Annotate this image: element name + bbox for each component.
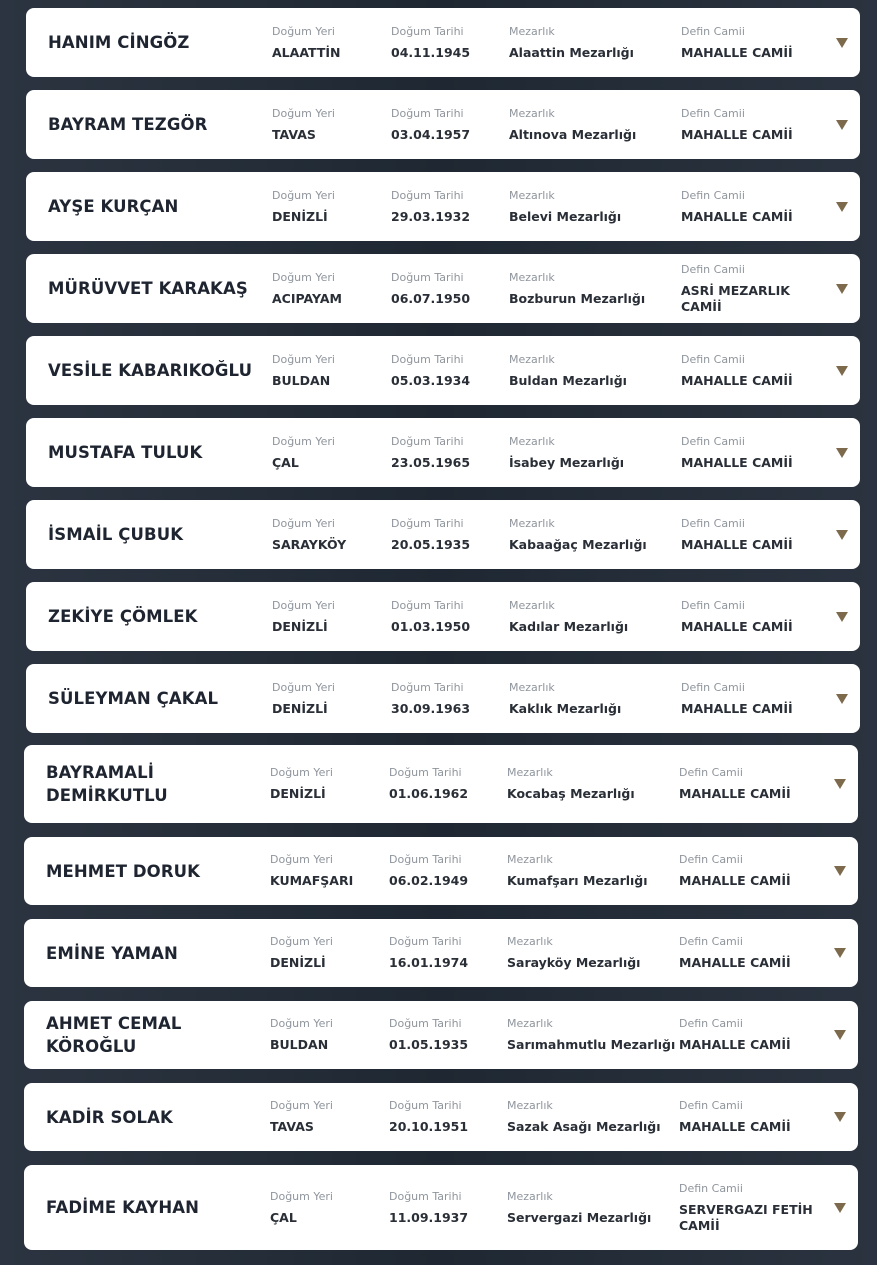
- birthdate-field: [391, 664, 470, 733]
- cemetery-field: [509, 582, 628, 651]
- mosque-value: MAHALLE CAMİİ: [681, 454, 793, 470]
- mosque-label: Defin Camii: [679, 766, 743, 779]
- cemetery-field: [507, 1165, 651, 1250]
- chevron-down-icon[interactable]: [836, 694, 848, 704]
- birthdate-value: 05.03.1934: [391, 372, 471, 388]
- deceased-name: AYŞE KURÇAN: [48, 197, 179, 216]
- mosque-label: Defin Camii: [681, 516, 745, 530]
- record-card[interactable]: [26, 172, 860, 241]
- birthplace-field: [272, 500, 346, 569]
- birthplace-field: [272, 336, 335, 405]
- mosque-label: Defin Camii: [681, 434, 745, 448]
- chevron-down-icon[interactable]: [836, 284, 848, 294]
- chevron-down-icon[interactable]: [834, 1112, 846, 1122]
- birthplace-field: [272, 172, 335, 241]
- birthplace-label: Doğum Yeri: [270, 853, 333, 866]
- birthplace-value: DENİZLİ: [272, 618, 328, 634]
- cemetery-field: [509, 336, 627, 405]
- birthplace-label: Doğum Yeri: [272, 24, 335, 38]
- chevron-down-icon[interactable]: [836, 448, 848, 458]
- birthdate-label: Doğum Tarihi: [389, 853, 462, 866]
- birthplace-value: ÇAL: [272, 454, 299, 470]
- birthdate-field: [389, 1083, 468, 1151]
- birthdate-label: Doğum Tarihi: [391, 680, 464, 694]
- birthdate-value: 01.03.1950: [391, 618, 471, 634]
- birthdate-value: 16.01.1974: [389, 955, 469, 970]
- birthplace-value: KUMAFŞARI: [270, 873, 354, 888]
- birthplace-value: DENİZLİ: [272, 700, 328, 716]
- cemetery-field: [507, 1001, 675, 1069]
- birthdate-field: [389, 919, 468, 987]
- cemetery-field: [509, 8, 634, 77]
- chevron-down-icon[interactable]: [834, 866, 846, 876]
- mosque-value: MAHALLE CAMİİ: [681, 44, 793, 60]
- record-card[interactable]: [24, 837, 858, 905]
- record-card[interactable]: [24, 1001, 858, 1069]
- deceased-name: MEHMET DORUK: [46, 861, 201, 881]
- mosque-value: MAHALLE CAMİİ: [681, 618, 793, 634]
- birthplace-label: Doğum Yeri: [270, 1099, 333, 1112]
- mosque-label: Defin Camii: [679, 1017, 743, 1030]
- record-card[interactable]: [26, 582, 860, 651]
- birthplace-label: Doğum Yeri: [272, 434, 335, 448]
- mosque-field: [681, 172, 831, 241]
- birthplace-field: [270, 1083, 333, 1151]
- deceased-name: VESİLE KABARIKOĞLU: [48, 361, 253, 380]
- cemetery-field: [509, 500, 647, 569]
- deceased-name: AHMET CEMAL KÖROĞLU: [46, 1014, 182, 1056]
- mosque-value: SERVERGAZI FETİH CAMİİ: [679, 1201, 813, 1233]
- cemetery-field: [507, 745, 635, 823]
- birthplace-label: Doğum Yeri: [272, 516, 335, 530]
- birthdate-label: Doğum Tarihi: [391, 24, 464, 38]
- birthplace-label: Doğum Yeri: [272, 680, 335, 694]
- record-card[interactable]: [26, 336, 860, 405]
- birthdate-value: 30.09.1963: [391, 700, 471, 716]
- mosque-label: Defin Camii: [681, 106, 745, 120]
- cemetery-value: Kumafşarı Mezarlığı: [507, 873, 648, 888]
- birthdate-field: [389, 1165, 468, 1250]
- birthplace-field: [272, 582, 335, 651]
- birthplace-value: DENİZLİ: [270, 955, 326, 970]
- mosque-field: [679, 1083, 829, 1151]
- mosque-field: [679, 1165, 829, 1250]
- cemetery-label: Mezarlık: [507, 853, 553, 866]
- mosque-field: [679, 837, 829, 905]
- mosque-label: Defin Camii: [679, 935, 743, 948]
- cemetery-label: Mezarlık: [509, 24, 555, 38]
- birthplace-value: BULDAN: [270, 1037, 329, 1052]
- deceased-name: MUSTAFA TULUK: [48, 443, 203, 462]
- mosque-value: MAHALLE CAMİİ: [679, 1037, 791, 1052]
- cemetery-field: [507, 1083, 661, 1151]
- birthplace-field: [270, 1165, 333, 1250]
- deceased-name: EMİNE YAMAN: [46, 943, 178, 963]
- cemetery-label: Mezarlık: [507, 935, 553, 948]
- record-card[interactable]: [24, 1083, 858, 1151]
- deceased-name: MÜRÜVVET KARAKAŞ: [48, 279, 248, 298]
- mosque-label: Defin Camii: [681, 598, 745, 612]
- birthdate-field: [389, 745, 468, 823]
- birthdate-field: [391, 90, 470, 159]
- birthplace-value: TAVAS: [272, 126, 316, 142]
- mosque-value: MAHALLE CAMİİ: [679, 786, 791, 801]
- birthdate-label: Doğum Tarihi: [389, 1017, 462, 1030]
- birthdate-label: Doğum Tarihi: [391, 188, 464, 202]
- birthplace-field: [270, 1001, 333, 1069]
- cemetery-label: Mezarlık: [509, 516, 555, 530]
- cemetery-value: Sarayköy Mezarlığı: [507, 955, 641, 970]
- mosque-field: [681, 582, 831, 651]
- record-card[interactable]: [26, 8, 860, 77]
- cemetery-field: [507, 837, 648, 905]
- mosque-value: MAHALLE CAMİİ: [679, 955, 791, 970]
- cemetery-value: Alaattin Mezarlığı: [509, 44, 634, 60]
- birthplace-value: ÇAL: [270, 1209, 297, 1225]
- mosque-value: MAHALLE CAMİİ: [681, 536, 793, 552]
- cemetery-label: Mezarlık: [509, 680, 555, 694]
- cemetery-label: Mezarlık: [509, 598, 555, 612]
- birthdate-value: 11.09.1937: [389, 1209, 469, 1225]
- deceased-name: FADİME KAYHAN: [46, 1198, 200, 1217]
- birthplace-label: Doğum Yeri: [270, 766, 333, 779]
- birthplace-label: Doğum Yeri: [270, 1189, 333, 1203]
- chevron-down-icon[interactable]: [834, 948, 846, 958]
- birthdate-value: 04.11.1945: [391, 44, 471, 60]
- cemetery-value: İsabey Mezarlığı: [509, 454, 625, 470]
- birthdate-label: Doğum Tarihi: [389, 935, 462, 948]
- birthplace-label: Doğum Yeri: [270, 1017, 333, 1030]
- chevron-down-icon[interactable]: [836, 202, 848, 212]
- chevron-down-icon[interactable]: [834, 779, 846, 789]
- mosque-label: Defin Camii: [681, 262, 745, 276]
- mosque-field: [681, 664, 831, 733]
- mosque-field: [679, 1001, 829, 1069]
- cemetery-value: Buldan Mezarlığı: [509, 372, 627, 388]
- birthdate-value: 23.05.1965: [391, 454, 471, 470]
- mosque-value: MAHALLE CAMİİ: [681, 126, 793, 142]
- birthplace-label: Doğum Yeri: [272, 188, 335, 202]
- cemetery-value: Belevi Mezarlığı: [509, 208, 622, 224]
- chevron-down-icon[interactable]: [834, 1203, 846, 1213]
- birthdate-label: Doğum Tarihi: [389, 766, 462, 779]
- birthdate-label: Doğum Tarihi: [389, 1189, 462, 1203]
- birthdate-label: Doğum Tarihi: [391, 516, 464, 530]
- cemetery-label: Mezarlık: [507, 1017, 553, 1030]
- cemetery-value: Bozburun Mezarlığı: [509, 290, 646, 306]
- cemetery-value: Kadılar Mezarlığı: [509, 618, 629, 634]
- mosque-field: [681, 8, 831, 77]
- birthdate-field: [391, 336, 470, 405]
- cemetery-field: [509, 254, 645, 323]
- cemetery-label: Mezarlık: [509, 188, 555, 202]
- chevron-down-icon[interactable]: [836, 38, 848, 48]
- record-card[interactable]: [24, 1165, 858, 1250]
- birthplace-label: Doğum Yeri: [272, 270, 335, 284]
- birthdate-field: [391, 500, 470, 569]
- birthplace-label: Doğum Yeri: [272, 352, 335, 366]
- birthdate-label: Doğum Tarihi: [389, 1099, 462, 1112]
- birthdate-field: [389, 1001, 468, 1069]
- birthplace-field: [270, 745, 333, 823]
- mosque-value: ASRİ MEZARLIK CAMİİ: [681, 282, 790, 314]
- cemetery-field: [509, 172, 621, 241]
- chevron-down-icon[interactable]: [836, 366, 848, 376]
- cemetery-label: Mezarlık: [509, 352, 555, 366]
- cemetery-label: Mezarlık: [507, 766, 553, 779]
- birthplace-value: ALAATTİN: [272, 44, 341, 60]
- mosque-label: Defin Camii: [681, 24, 745, 38]
- birthdate-value: 06.07.1950: [391, 290, 471, 306]
- birthplace-value: BULDAN: [272, 372, 331, 388]
- birthplace-label: Doğum Yeri: [270, 935, 333, 948]
- cemetery-value: Altınova Mezarlığı: [509, 126, 637, 142]
- birthplace-value: ACIPAYAM: [272, 290, 342, 306]
- mosque-field: [681, 90, 831, 159]
- birthdate-label: Doğum Tarihi: [391, 434, 464, 448]
- mosque-value: MAHALLE CAMİİ: [681, 700, 793, 716]
- birthdate-label: Doğum Tarihi: [391, 270, 464, 284]
- birthplace-value: TAVAS: [270, 1119, 314, 1134]
- birthdate-field: [391, 418, 470, 487]
- mosque-field: [681, 254, 831, 323]
- birthdate-field: [391, 582, 470, 651]
- record-card[interactable]: [26, 254, 860, 323]
- mosque-field: [679, 745, 829, 823]
- birthdate-label: Doğum Tarihi: [391, 352, 464, 366]
- deceased-name: HANIM CİNGÖZ: [48, 33, 190, 52]
- mosque-field: [681, 418, 831, 487]
- cemetery-label: Mezarlık: [509, 434, 555, 448]
- deceased-name: KADİR SOLAK: [46, 1107, 173, 1127]
- cemetery-value: Kaklık Mezarlığı: [509, 700, 622, 716]
- cemetery-value: Kabaağaç Mezarlığı: [509, 536, 647, 552]
- chevron-down-icon[interactable]: [836, 120, 848, 130]
- mosque-label: Defin Camii: [681, 680, 745, 694]
- mosque-label: Defin Camii: [679, 853, 743, 866]
- birthplace-field: [272, 90, 335, 159]
- cemetery-field: [509, 664, 621, 733]
- cemetery-label: Mezarlık: [509, 270, 555, 284]
- record-card[interactable]: [24, 919, 858, 987]
- cemetery-label: Mezarlık: [507, 1189, 553, 1203]
- mosque-label: Defin Camii: [681, 188, 745, 202]
- birthplace-field: [272, 664, 335, 733]
- birthdate-value: 01.05.1935: [389, 1037, 469, 1052]
- mosque-value: MAHALLE CAMİİ: [681, 372, 793, 388]
- birthdate-field: [389, 837, 468, 905]
- birthdate-label: Doğum Tarihi: [391, 106, 464, 120]
- birthplace-field: [272, 8, 340, 77]
- cemetery-label: Mezarlık: [509, 106, 555, 120]
- birthdate-value: 20.05.1935: [391, 536, 471, 552]
- cemetery-label: Mezarlık: [507, 1099, 553, 1112]
- birthplace-value: DENİZLİ: [270, 786, 326, 801]
- birthdate-value: 29.03.1932: [391, 208, 471, 224]
- birthplace-field: [270, 837, 353, 905]
- deceased-name: BAYRAMALİ DEMİRKUTLU: [46, 763, 168, 805]
- birthplace-label: Doğum Yeri: [272, 598, 335, 612]
- birthdate-value: 01.06.1962: [389, 786, 469, 801]
- mosque-label: Defin Camii: [679, 1099, 743, 1112]
- birthplace-field: [272, 254, 342, 323]
- birthplace-value: DENİZLİ: [272, 208, 328, 224]
- cemetery-value: Sarımahmutlu Mezarlığı: [507, 1037, 676, 1052]
- birthplace-field: [272, 418, 335, 487]
- cemetery-field: [507, 919, 640, 987]
- deceased-name: ZEKİYE ÇÖMLEK: [48, 607, 198, 626]
- cemetery-field: [509, 418, 624, 487]
- birthdate-label: Doğum Tarihi: [391, 598, 464, 612]
- chevron-down-icon[interactable]: [836, 530, 848, 540]
- birthdate-value: 06.02.1949: [389, 873, 469, 888]
- mosque-field: [681, 500, 831, 569]
- mosque-label: Defin Camii: [679, 1181, 743, 1195]
- record-card[interactable]: [26, 664, 860, 733]
- record-card[interactable]: [26, 90, 860, 159]
- birthdate-value: 20.10.1951: [389, 1119, 469, 1134]
- birthdate-field: [391, 8, 470, 77]
- cemetery-value: Servergazi Mezarlığı: [507, 1209, 652, 1225]
- mosque-field: [679, 919, 829, 987]
- birthdate-value: 03.04.1957: [391, 126, 471, 142]
- birthplace-label: Doğum Yeri: [272, 106, 335, 120]
- record-card[interactable]: [26, 500, 860, 569]
- mosque-label: Defin Camii: [681, 352, 745, 366]
- mosque-value: MAHALLE CAMİİ: [679, 873, 791, 888]
- chevron-down-icon[interactable]: [834, 1030, 846, 1040]
- deceased-name: İSMAİL ÇUBUK: [48, 525, 184, 544]
- cemetery-value: Kocabaş Mezarlığı: [507, 786, 635, 801]
- birthdate-field: [391, 172, 470, 241]
- birthdate-field: [391, 254, 470, 323]
- deceased-name: SÜLEYMAN ÇAKAL: [48, 689, 219, 708]
- record-card[interactable]: [26, 418, 860, 487]
- deceased-name: BAYRAM TEZGÖR: [48, 115, 208, 134]
- birthplace-field: [270, 919, 333, 987]
- mosque-field: [681, 336, 831, 405]
- mosque-value: MAHALLE CAMİİ: [681, 208, 793, 224]
- cemetery-value: Sazak Asağı Mezarlığı: [507, 1119, 661, 1134]
- cemetery-field: [509, 90, 636, 159]
- chevron-down-icon[interactable]: [836, 612, 848, 622]
- birthplace-value: SARAYKÖY: [272, 536, 347, 552]
- record-card[interactable]: [24, 745, 858, 823]
- mosque-value: MAHALLE CAMİİ: [679, 1119, 791, 1134]
